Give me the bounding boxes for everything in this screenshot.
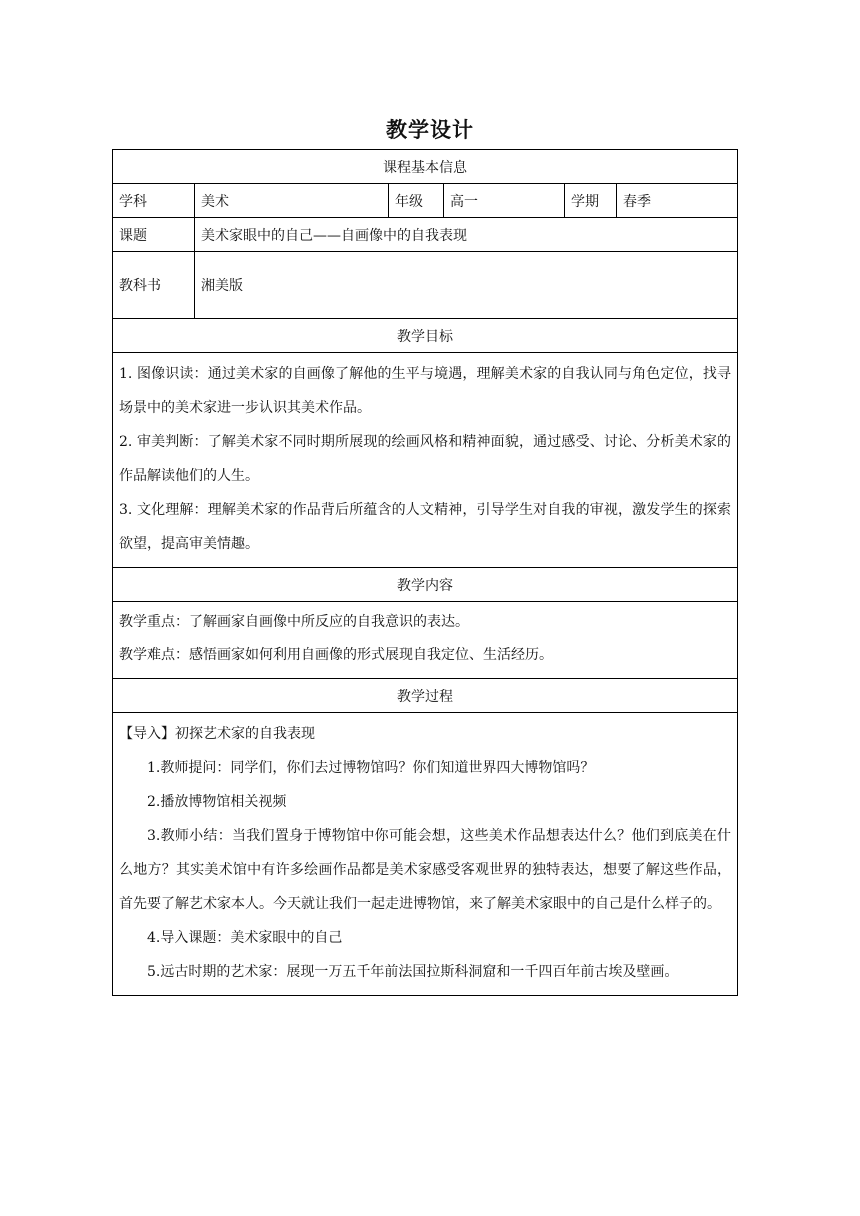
content-body xyxy=(113,602,738,679)
term-label: 学期 xyxy=(565,184,617,218)
goal-item: 1. 图像识读：通过美术家的自画像了解他的生平与境遇，理解美术家的自我认同与角色定位，找寻场景中的美术家进一步认识其美术作品。 xyxy=(119,366,732,416)
difficult-point: 教学难点：感悟画家如何利用自画像的形式展现自我定位、生活经历。 xyxy=(119,647,553,663)
document-title: 教学设计 xyxy=(386,118,474,142)
subject-value: 美术 xyxy=(195,184,389,218)
key-point: 教学重点：了解画家自画像中所反应的自我意识的表达。 xyxy=(119,614,469,630)
goal-item: 2. 审美判断：了解美术家不同时期所展现的绘画风格和精神面貌，通过感受、讨论、分析美术家的作品解读他们的人生。 xyxy=(119,434,732,484)
goals-header: 教学目标 xyxy=(113,319,738,353)
lesson-plan-table xyxy=(112,149,738,996)
term-value: 春季 xyxy=(617,184,738,218)
process-step: 1.教师提问：同学们，你们去过博物馆吗？你们知道世界四大博物馆吗？ xyxy=(147,760,595,776)
process-body xyxy=(113,713,738,996)
process-header: 教学过程 xyxy=(113,679,738,713)
grade-label: 年级 xyxy=(389,184,444,218)
process-step: 4.导入课题：美术家眼中的自己 xyxy=(147,930,343,946)
goals-body xyxy=(113,353,738,568)
process-step: 3.教师小结：当我们置身于博物馆中你可能会想，这些美术作品想表达什么？他们到底美在什么地方？其实美术馆中有许多绘画作品都是美术家感受客观世界的独特表达，想要了解这些作品，首先要了解艺术家本人。今天就让我们一起走进博物馆，来了解美术家眼中的自己是什么样子的。 xyxy=(119,828,732,912)
basic-info-header: 课程基本信息 xyxy=(113,150,738,184)
subject-label: 学科 xyxy=(113,184,195,218)
content-header: 教学内容 xyxy=(113,568,738,602)
goal-item: 3. 文化理解：理解美术家的作品背后所蕴含的人文精神，引导学生对自我的审视，激发学生的探索欲望，提高审美情趣。 xyxy=(119,502,732,552)
process-step: 5.远古时期的艺术家：展现一万五千年前法国拉斯科洞窟和一千四百年前古埃及壁画。 xyxy=(147,964,679,980)
topic-value: 美术家眼中的自己——自画像中的自我表现 xyxy=(195,218,738,252)
topic-label: 课题 xyxy=(113,218,195,252)
textbook-label: 教科书 xyxy=(113,252,195,319)
textbook-value: 湘美版 xyxy=(195,252,738,319)
grade-value: 高一 xyxy=(444,184,565,218)
process-intro: 【导入】初探艺术家的自我表现 xyxy=(119,726,315,742)
process-step: 2.播放博物馆相关视频 xyxy=(147,794,287,810)
